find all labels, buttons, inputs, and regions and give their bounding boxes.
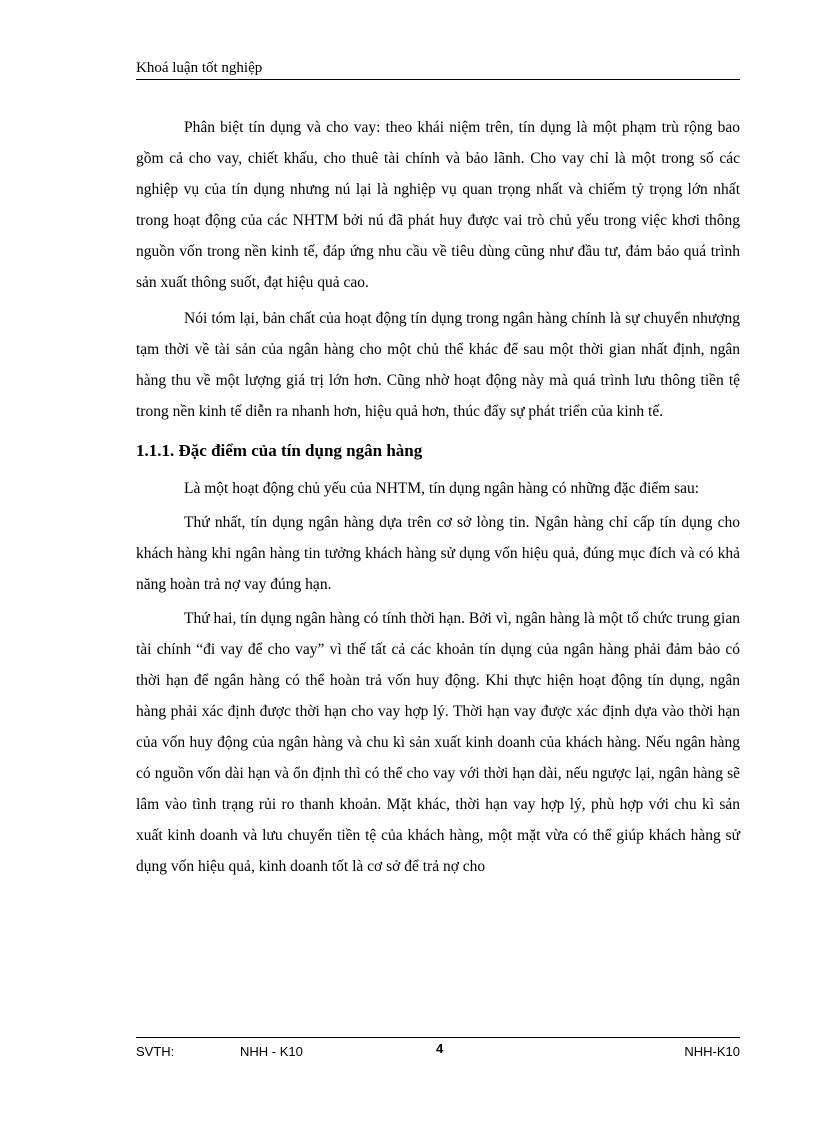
paragraph: Thứ nhất, tín dụng ngân hàng dựa trên cơ sở lòng tin. Ngân hàng chỉ cấp tín dụng cho khách hàng khi ngân hàng tin tưởng khách hàng sử dụng vốn hiệu quả, đúng mục đích và có khả năng hoàn trả nợ vay đúng hạn. <box>136 514 740 593</box>
footer-right-label: NHH-K10 <box>684 1044 740 1059</box>
paragraph: Thứ hai, tín dụng ngân hàng có tính thời hạn. Bởi vì, ngân hàng là một tổ chức trung gian tài chính “đi vay để cho vay” vì thế tất cả các khoản tín dụng của ngân hàng phải đảm bảo có thời hạn để ngân hàng có thể hoàn trả vốn huy động. Khi thực hiện hoạt động tín dụng, ngân hàng phải xác định được thời hạn cho vay hợp lý. Thời hạn vay được xác định dựa vào thời hạn của vốn huy động của ngân hàng và chu kì sản xuất kinh doanh của khách hàng. Nếu ngân hàng có nguồn vốn dài hạn và ổn định thì có thể cho vay với thời hạn dài, nếu ngược lại, ngân hàng sẽ lâm vào tình trạng rủi ro thanh khoản. Mặt khác, thời hạn vay hợp lý, phù hợp với chu kì sản xuất kinh doanh và lưu chuyển tiền tệ của khách hàng, một mặt vừa có thể giúp khách hàng sử dụng vốn hiệu quả, kinh doanh tốt là cơ sở để trả nợ cho <box>136 610 740 875</box>
page-number: 4 <box>436 1041 444 1056</box>
page-footer <box>136 1037 740 1064</box>
footer-author-label: SVTH: <box>136 1044 175 1059</box>
document-body <box>136 112 740 882</box>
header-title: Khoá luận tốt nghiệp <box>136 60 263 76</box>
footer-class-code: NHH - K10 <box>240 1044 303 1059</box>
page-header <box>136 60 740 80</box>
paragraph: Là một hoạt động chủ yếu của NHTM, tín dụng ngân hàng có những đặc điểm sau: <box>184 480 700 497</box>
paragraph: Nói tóm lại, bản chất của hoạt động tín dụng trong ngân hàng chính là sự chuyển nhượng tạm thời về tài sản của ngân hàng cho một chủ thể khác để sau một thời gian nhất định, ngân hàng thu về một lượng giá trị lớn hơn. Cũng nhờ hoạt động này mà quá trình lưu thông tiền tệ trong nền kinh tế diễn ra nhanh hơn, hiệu quả hơn, thúc đẩy sự phát triển của kinh tế. <box>136 310 740 420</box>
paragraph: Phân biệt tín dụng và cho vay: theo khái niệm trên, tín dụng là một phạm trù rộng bao gồm cả cho vay, chiết khấu, cho thuê tài chính và bảo lãnh. Cho vay chỉ là một trong số các nghiệp vụ của tín dụng nhưng nú lại là nghiệp vụ quan trọng nhất và chiếm tỷ trọng lớn nhất trong hoạt động của các NHTM bởi nú đã phát huy được vai trò chủ yếu trong việc khơi thông nguồn vốn trong nền kinh tế, đáp ứng nhu cầu về tiêu dùng cũng như đầu tư, đảm bảo quá trình sản xuất thông suốt, đạt hiệu quả cao. <box>136 119 740 291</box>
section-heading: 1.1.1. Đặc điểm của tín dụng ngân hàng <box>136 441 423 460</box>
